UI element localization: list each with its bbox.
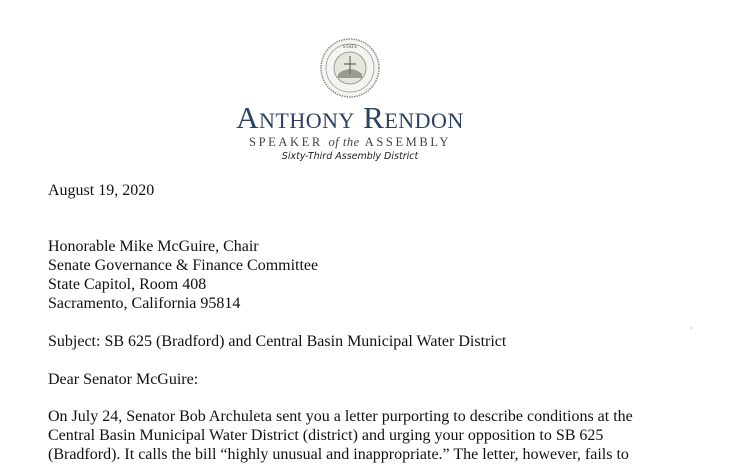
subject-line: Subject: SB 625 (Bradford) and Central Basin Municipal Water District (48, 333, 507, 350)
salutation: Dear Senator McGuire: (48, 371, 199, 388)
body-line: (Bradford). It calls the bill “highly unusual and inappropriate.” The letter, however, fails to (48, 446, 629, 463)
letterhead-title (0, 134, 700, 150)
recipient-line: Sacramento, California 95814 (48, 295, 241, 312)
body-line: Central Basin Municipal Water District (district) and urging your opposition to SB 625 (48, 427, 604, 444)
title-of-the: of the (328, 135, 360, 149)
svg-text:STATE: STATE (342, 45, 358, 50)
letterhead-name: Anthony Rendon (236, 100, 464, 135)
recipient-line: Senate Governance & Finance Committee (48, 257, 319, 274)
recipient-line: State Capitol, Room 408 (48, 276, 207, 293)
title-speaker: SPEAKER (249, 135, 323, 149)
title-assembly: ASSEMBLY (364, 135, 451, 149)
scan-speck (690, 327, 692, 329)
letterhead-district: Sixty-Third Assembly District (281, 151, 419, 162)
recipient-line: Honorable Mike McGuire, Chair (48, 238, 259, 255)
california-assembly-seal-logo (320, 38, 380, 98)
letter-date: August 19, 2020 (48, 182, 155, 199)
body-line: On July 24, Senator Bob Archuleta sent you a letter purporting to describe conditions at the (48, 408, 633, 425)
